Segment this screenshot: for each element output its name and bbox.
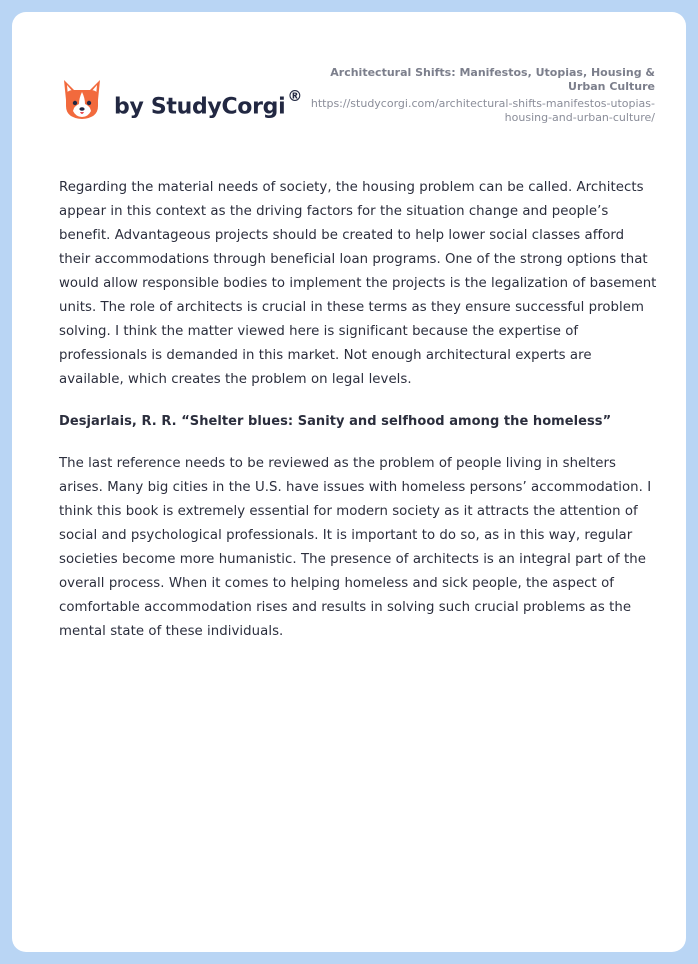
document-url[interactable]: https://studycorgi.com/architectural-shifts-manifestos-utopias-housing-and-urban-culture/	[310, 97, 655, 124]
document-title: Architectural Shifts: Manifestos, Utopias, Housing & Urban Culture	[330, 66, 655, 93]
document-body	[59, 176, 659, 644]
body-paragraph: Regarding the material needs of society, the housing problem can be called. Architects appear in this context as the driving factors for the situation change and people’s benefit. Advantageous projects should be created to help lower social classes afford their accommodations through beneficial loan programs. One of the strong options that would allow responsible bodies to implement the projects is the legalization of basement units. The role of architects is crucial in these terms as they ensure successful problem solving. I think the matter viewed here is significant because the expertise of professionals is demanded in this market. Not enough architectural experts are available, which creates the problem on legal levels.	[59, 180, 657, 387]
document-meta	[305, 66, 655, 124]
studycorgi-logo[interactable]	[60, 76, 302, 122]
corgi-icon	[60, 76, 104, 122]
body-paragraph: The last reference needs to be reviewed as the problem of people living in shelters arises. Many big cities in the U.S. have issues with homeless persons’ accommodation. I think this book is extremely essential for modern society as it attracts the attention of social and psychological professionals. It is important to do so, as in this way, regular societies become more humanistic. The presence of architects is an integral part of the overall process. When it comes to helping homeless and sick people, the aspect of comfortable accommodation rises and results in solving such crucial problems as the mental state of these individuals.	[59, 456, 652, 639]
brand-text: by StudyCorgi	[114, 94, 286, 120]
registered-mark: ®	[287, 86, 303, 105]
reference-heading: Desjarlais, R. R. “Shelter blues: Sanity and selfhood among the homeless”	[59, 414, 612, 429]
brand-name	[114, 86, 303, 120]
document-page	[12, 12, 686, 952]
